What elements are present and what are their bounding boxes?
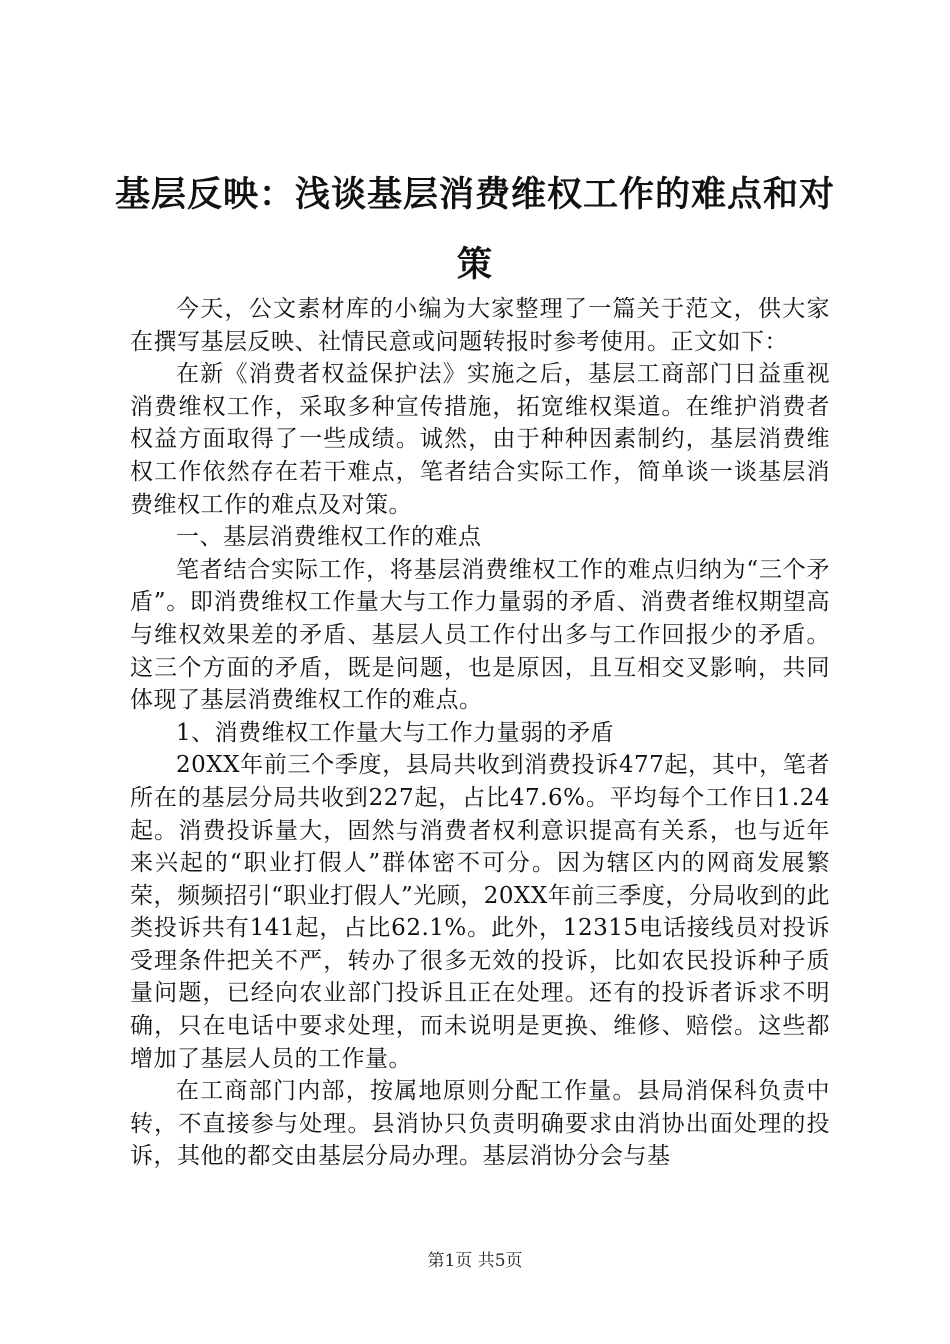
body-paragraph-4: 在工商部门内部，按属地原则分配工作量。县局消保科负责中转，不直接参与处理。县消协只负责明确要求由消协出面处理的投诉，其他的都交由基层分局办理。基层消协分会与基 bbox=[130, 1078, 830, 1170]
body-paragraph-1: 在新《消费者权益保护法》实施之后，基层工商部门日益重视消费维权工作，采取多种宣传措施，拓宽维权渠道。在维护消费者权益方面取得了一些成绩。诚然，由于种种因素制约，基层消费维权工作依然存在若干难点，笔者结合实际工作，简单谈一谈基层消费维权工作的难点及对策。 bbox=[130, 361, 830, 518]
subsection-heading-1: 1、消费维权工作量大与工作力量弱的矛盾 bbox=[176, 719, 615, 746]
body-paragraph-2: 笔者结合实际工作，将基层消费维权工作的难点归纳为“三个矛盾”。即消费维权工作量大与工作力量弱的矛盾、消费者维权期望高与维权效果差的矛盾、基层人员工作付出多与工作回报少的矛盾。这三个方面的矛盾，既是问题，也是原因，且互相交叉影响，共同体现了基层消费维权工作的难点。 bbox=[130, 556, 830, 714]
page-footer: 第1页 共5页 bbox=[427, 1251, 523, 1271]
document-body bbox=[130, 293, 830, 1173]
document-title: 基层反映：浅谈基层消费维权工作的难点和对策 bbox=[114, 174, 835, 285]
intro-paragraph: 今天，公文素材库的小编为大家整理了一篇关于范文，供大家在撰写基层反映、社情民意或问题转报时参考使用。正文如下： bbox=[130, 296, 830, 355]
body-paragraph-3: 20XX年前三个季度，县局共收到消费投诉477起，其中，笔者所在的基层分局共收到227起，占比47.6%。平均每个工作日1.24起。消费投诉量大，固然与消费者权利意识提高有关系，也与近年来兴起的“职业打假人”群体密不可分。因为辖区内的网商发展繁荣，频频招引“职业打假人”光顾，20XX年前三季度，分局收到的此类投诉共有141起，占比62.1%。此外，12315电话接线员对投诉受理条件把关不严，转办了很多无效的投诉，比如农民投诉种子质量问题，已经向农业部门投诉且正在处理。还有的投诉者诉求不明确，只在电话中要求处理，而未说明是更换、维修、赔偿。这些都增加了基层人员的工作量。 bbox=[130, 752, 830, 1072]
section-heading-1: 一、基层消费维权工作的难点 bbox=[176, 524, 482, 551]
